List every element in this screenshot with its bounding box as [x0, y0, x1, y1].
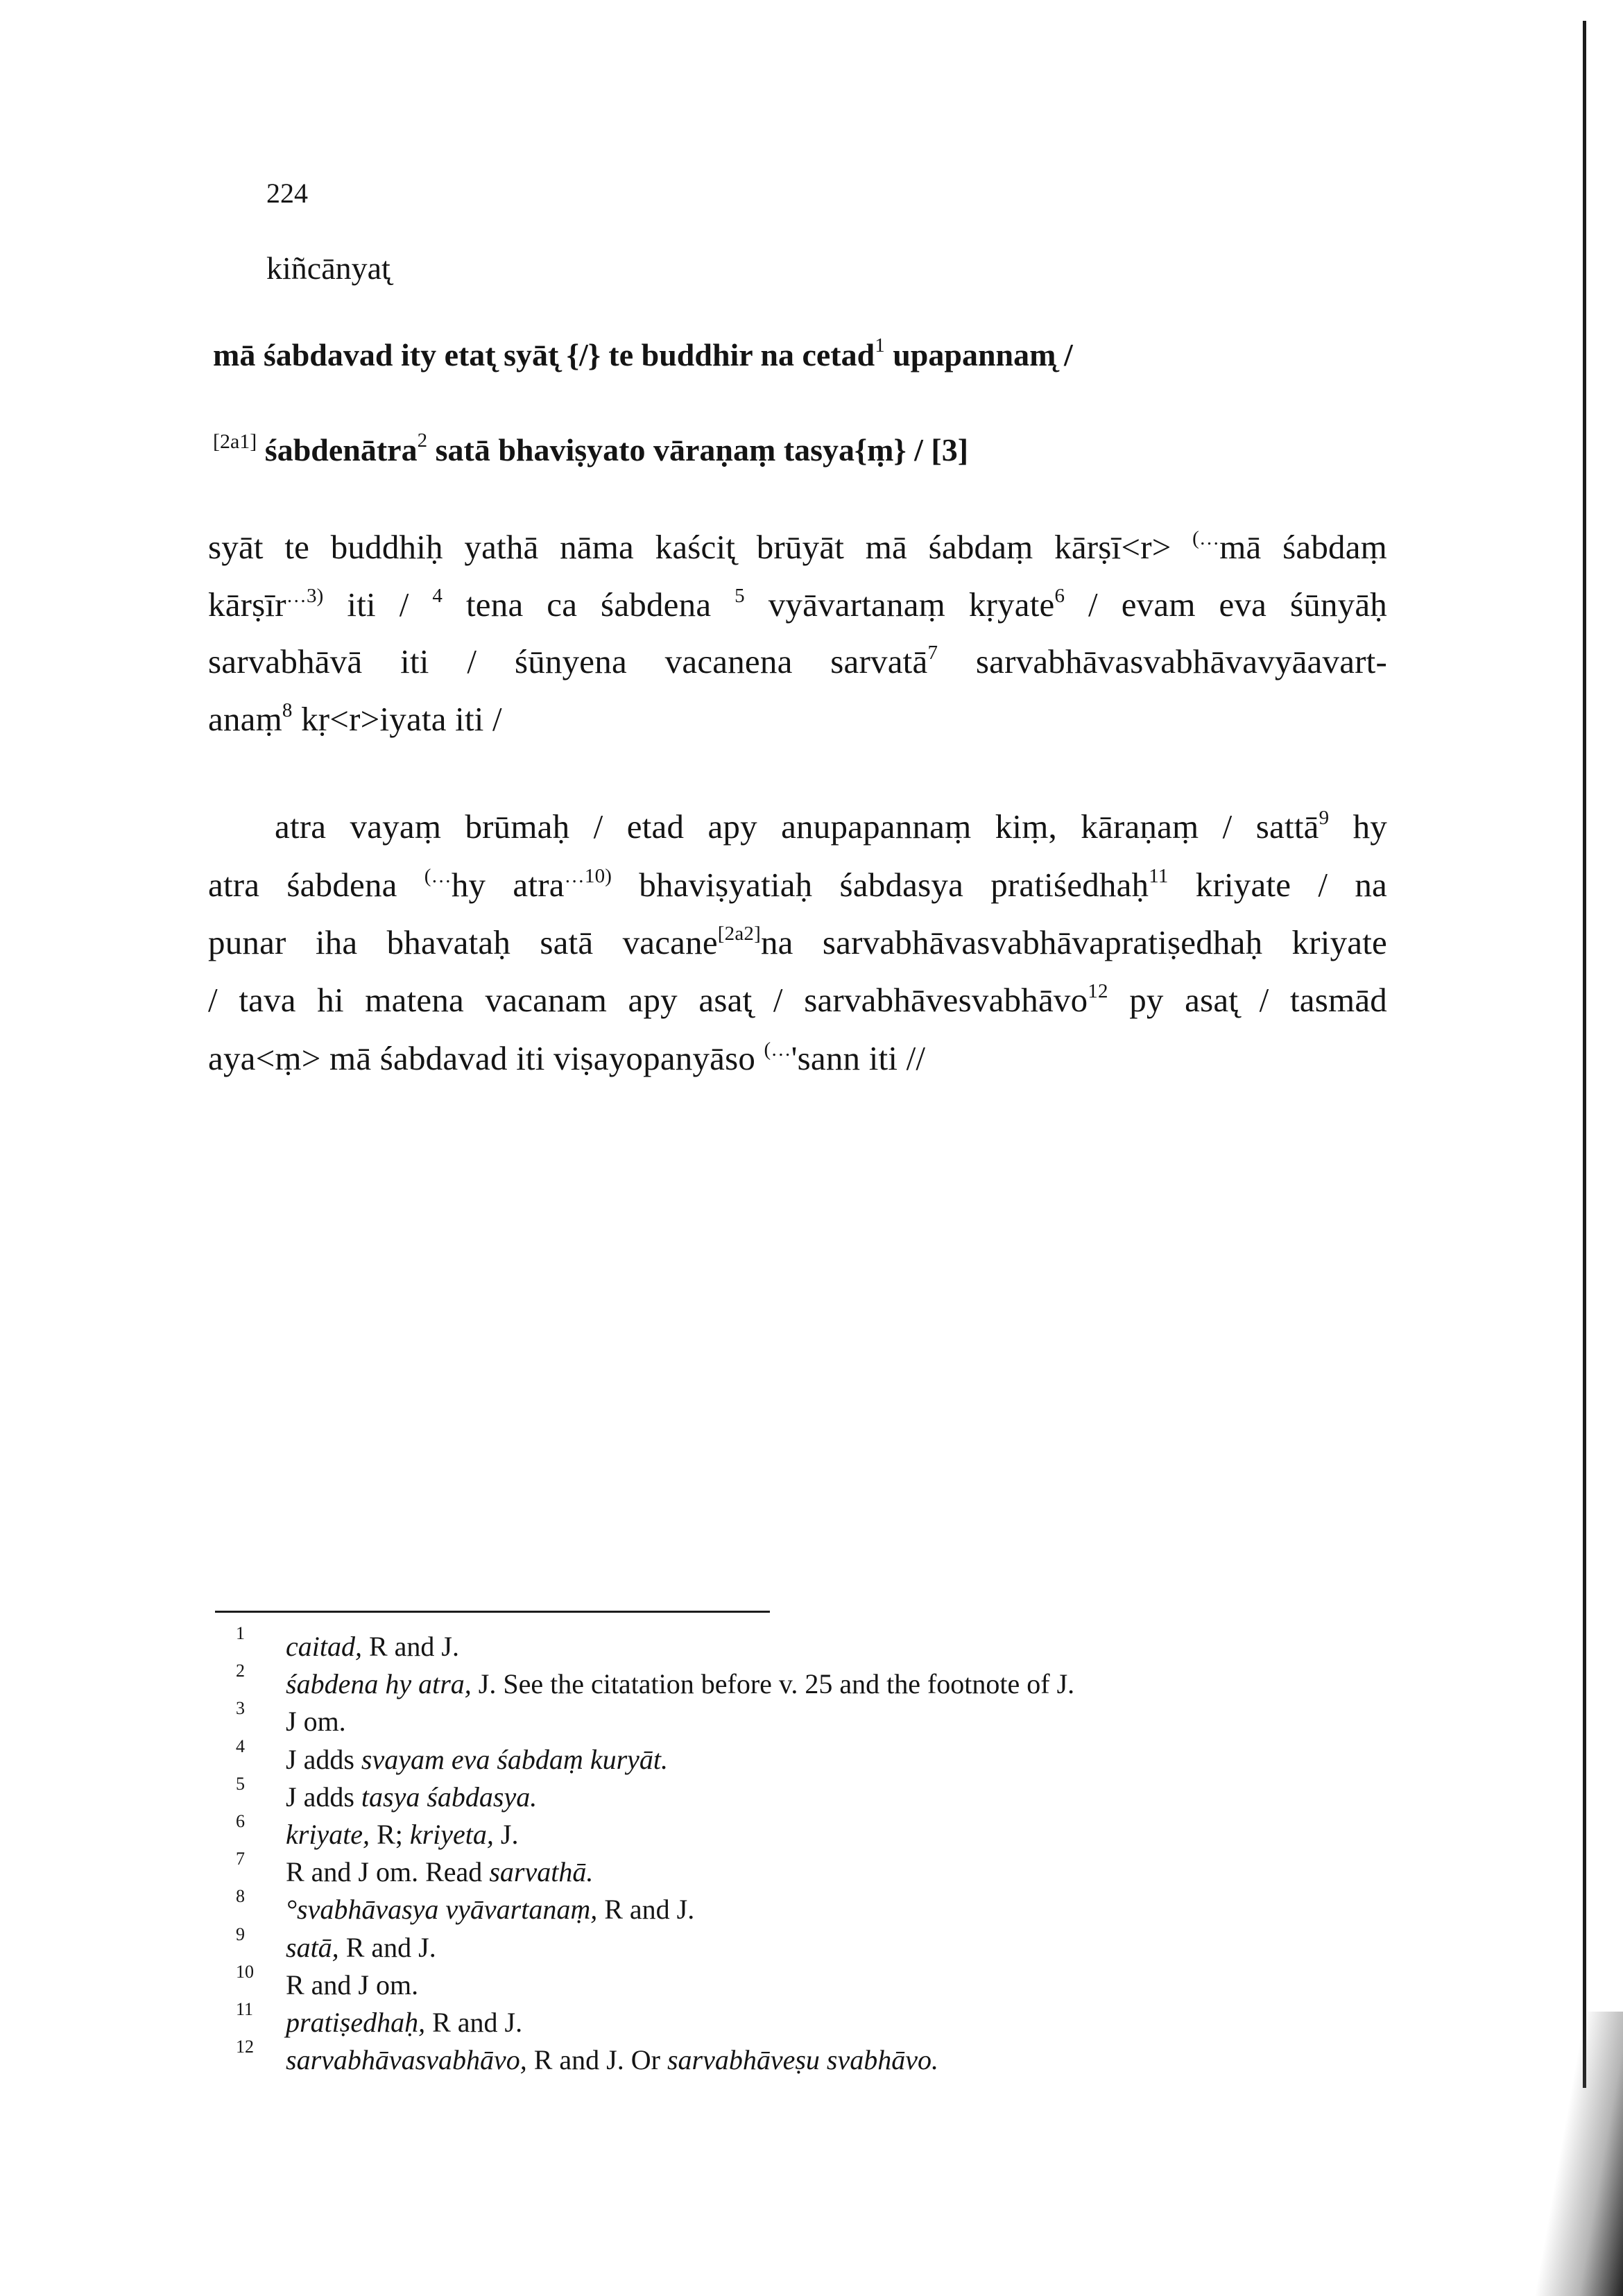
footnote-number: 2: [236, 1661, 245, 1681]
text-run: 'sann iti //: [791, 1039, 926, 1077]
footnote-ref: 12: [1088, 980, 1108, 1002]
footnote-text: kriyate, R; kriyeta, J.: [286, 1819, 519, 1850]
footnote-text: caitad, R and J.: [286, 1631, 459, 1662]
footnote-number: 8: [236, 1886, 245, 1906]
footnote-ref: 1: [875, 334, 885, 357]
argument-line: [208, 980, 1387, 1020]
footnote-ref: 5: [735, 585, 745, 607]
text-run: hy: [1329, 807, 1387, 846]
footnote-ref: (…: [764, 1038, 791, 1061]
page-number: 224: [266, 178, 308, 209]
text-run: sarvabhāvasvabhāvavyāavart-: [938, 642, 1387, 680]
footnote-text: satā, R and J.: [286, 1932, 436, 1963]
footnote-separator: [215, 1611, 770, 1613]
text-run: /: [399, 585, 433, 624]
footnote-text: J adds tasya śabdasya.: [286, 1781, 538, 1813]
text-run: punar iha bhavataḥ satā vacane: [208, 923, 718, 961]
commentary-line: [208, 699, 502, 739]
footnote-number: 5: [236, 1774, 245, 1794]
text-run: / tava hi matena vacanam apy asat̨ / sarvabhāvesvabhāvo: [208, 981, 1088, 1019]
footnote-text: sarvabhāvasvabhāvo, R and J. Or sarvabhāveṣu svabhāvo.: [286, 2044, 938, 2075]
footnote-text: R and J om. Read sarvathā.: [286, 1856, 594, 1887]
commentary-line: [208, 642, 1387, 681]
footnote-ref: (…: [1192, 527, 1220, 549]
text-run: bhaviṣyatiaḥ śabdasya pratiśedhaḥ: [612, 866, 1149, 904]
text-run: syāt te buddhiḥ yathā nāma kaścit̨ brūyāt mā śabdaṃ kārṣī<r>: [208, 528, 1193, 566]
footnote-number: 1: [236, 1623, 245, 1643]
text-run: sarvabhāvā iti / śūnyena vacanena sarvatā: [208, 642, 928, 680]
footnote-number: 4: [236, 1736, 245, 1756]
footnote-text: R and J om.: [286, 1969, 419, 2001]
text-run: atra śabdena: [208, 866, 424, 904]
text-run: iti: [323, 585, 400, 624]
commentary-line: [208, 585, 1387, 624]
footnote-ref: 9: [1319, 807, 1330, 829]
footnote-number: 11: [236, 1999, 254, 2019]
text-run: tena ca śabdena: [443, 585, 735, 624]
footnote-ref: 4: [432, 585, 443, 607]
text-run: vyāvartanaṃ kṛyate: [744, 585, 1055, 624]
footnote-ref: 7: [927, 642, 938, 664]
page-edge-shadow: [1583, 21, 1586, 2088]
text-run: kriyate / na: [1168, 866, 1388, 904]
text-run: mā śabdaṃ: [1219, 528, 1387, 566]
argument-line: [208, 865, 1387, 905]
manuscript-folio-marker: [2a1]: [213, 430, 257, 453]
text-run: na sarvabhāvasvabhāvapratiṣedhaḥ kriyate: [760, 923, 1387, 961]
text-run: atra vayaṃ brūmaḥ / etad apy anupapannaṃ kiṃ, kāraṇaṃ / sattā: [275, 807, 1319, 846]
text-run: anaṃ: [208, 700, 282, 738]
footnote-number: 3: [236, 1698, 245, 1718]
argument-line: [208, 1038, 925, 1078]
text-run: kārṣīr: [208, 585, 286, 624]
footnote-ref: 8: [282, 699, 293, 721]
footnote-text: J om.: [286, 1706, 346, 1737]
text-run: py asat̨ / tasmād: [1108, 981, 1387, 1019]
commentary-line: [208, 527, 1387, 567]
argument-line: [275, 807, 1387, 846]
footnote-ref: [2a2]: [717, 923, 761, 945]
footnote-number: 9: [236, 1924, 245, 1944]
context-fragment: kiñcānyat̨: [266, 250, 390, 286]
footnote-ref: 11: [1149, 865, 1169, 887]
footnote-ref: 2: [417, 429, 428, 452]
footnote-number: 10: [236, 1962, 254, 1982]
footnote-text: °svabhāvasya vyāvartanaṃ, R and J.: [286, 1894, 695, 1925]
footnote-number: 6: [236, 1811, 245, 1831]
footnote-text: śabdena hy atra, J. See the citatation before v. 25 and the footnote of J.: [286, 1668, 1075, 1699]
text-run: hy atra: [451, 866, 565, 904]
footnote-text: pratiṣedhaḥ, R and J.: [286, 2007, 523, 2038]
verse-line-2: [2a1] śabdenātra$^2$ satā bhaviṣyato vāraṇaṃ tasya{ṃ} / [3]: [213, 429, 969, 468]
footnote-number: 7: [236, 1849, 245, 1869]
text-run: / evam eva śūnyāḥ: [1065, 585, 1387, 624]
footnote-ref: 6: [1054, 585, 1065, 607]
footnote-ref: (…: [424, 865, 452, 887]
verse-line-1: mā śabdavad ity etat̨ syāt̨ {/} te buddhir na cetad$^1$ upapannam̨ /: [213, 334, 1073, 372]
footnote-number: 12: [236, 2037, 254, 2057]
footnote-ref: …3): [286, 585, 324, 607]
page-corner-shadow: [1526, 2012, 1623, 2296]
text-run: kṛ<r>iyata iti /: [292, 700, 502, 738]
footnote-text: J adds svayam eva śabdaṃ kuryāt.: [286, 1744, 668, 1775]
text-run: aya<ṃ> mā śabdavad iti viṣayopanyāso: [208, 1039, 764, 1077]
footnote-ref: …10): [564, 865, 612, 887]
argument-line: [208, 923, 1387, 962]
